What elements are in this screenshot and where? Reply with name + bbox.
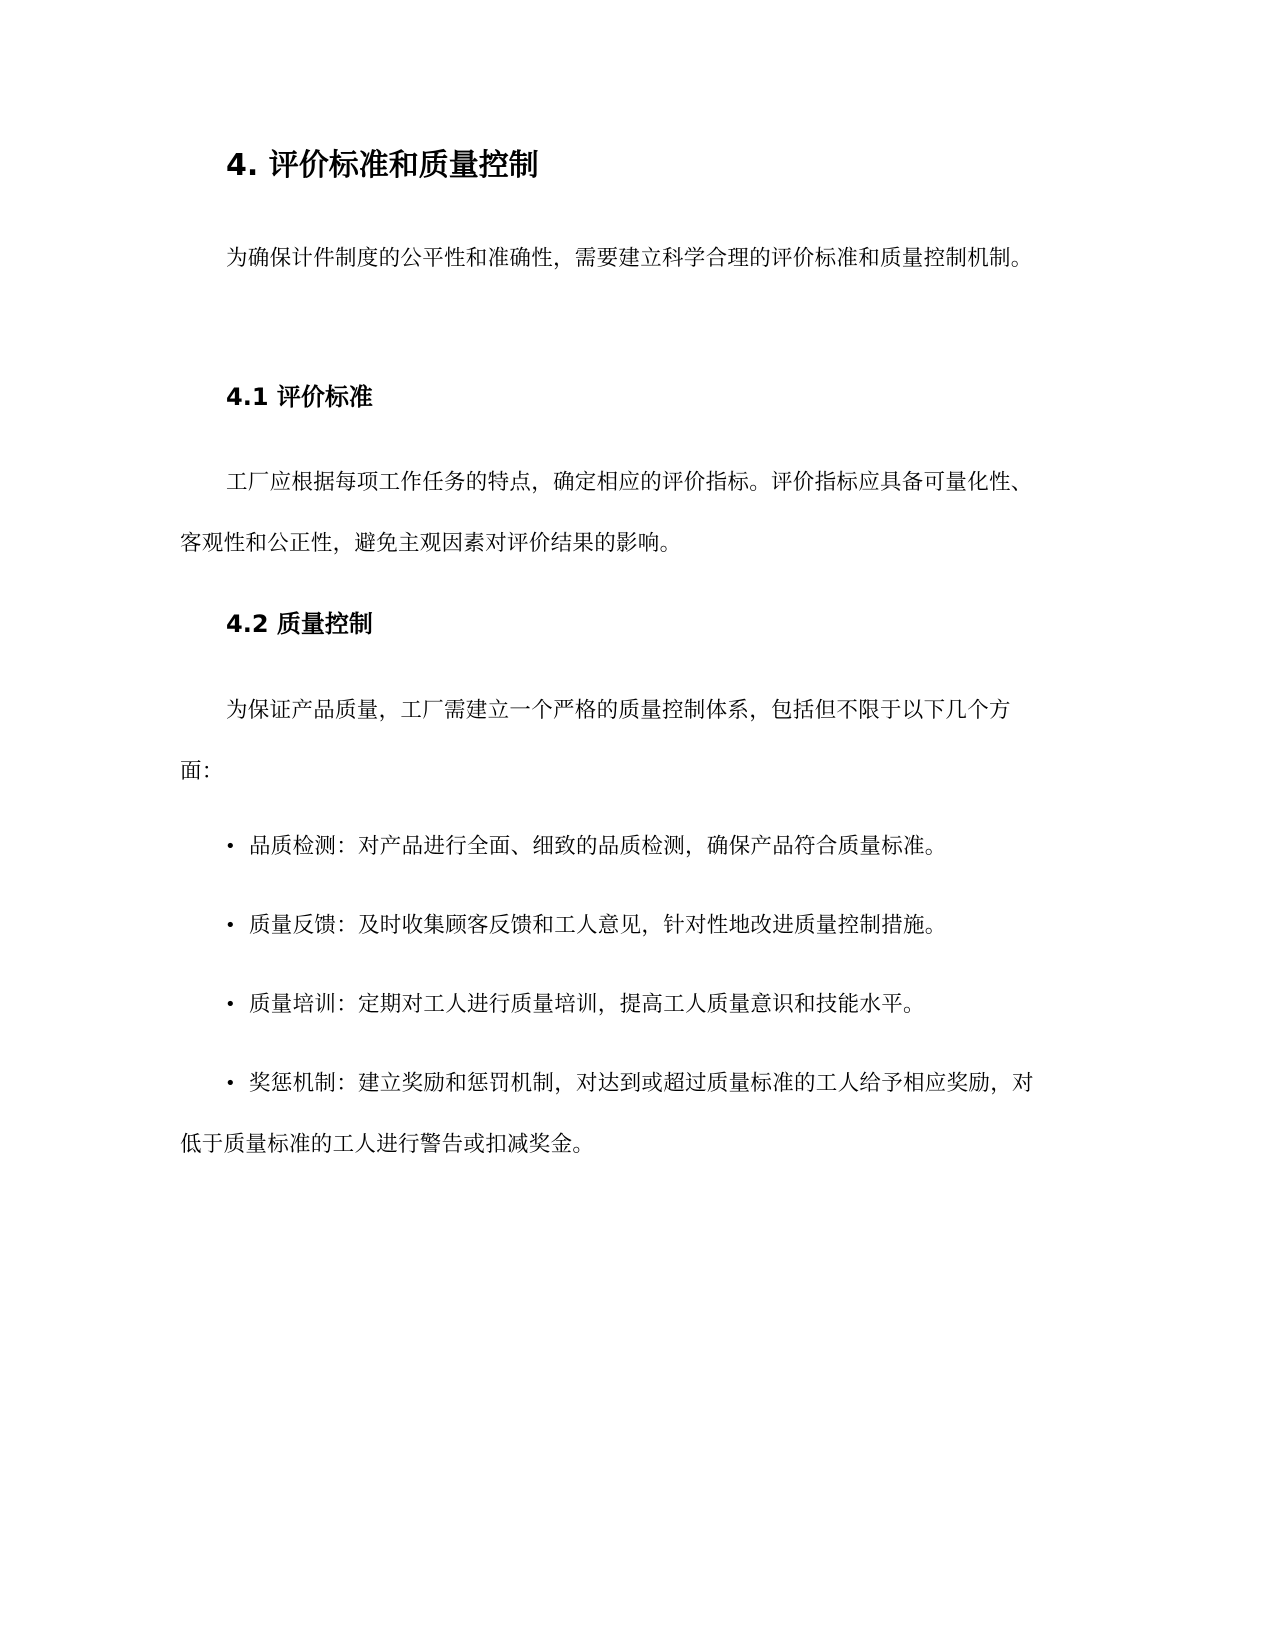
section-intro-paragraph: 为确保计件制度的公平性和准确性，需要建立科学合理的评价标准和质量控制机制。 <box>226 246 1033 271</box>
bullet-marker: • <box>225 836 236 857</box>
bullet-item-training <box>180 974 1040 1035</box>
bullet-marker: • <box>225 1073 236 1094</box>
bullet-text: 奖惩机制：建立奖励和惩罚机制，对达到或超过质量标准的工人给予相应奖励，对低于质量标准的工人进行警告或扣减奖金。 <box>180 1071 1034 1157</box>
bullet-marker: • <box>225 915 236 936</box>
subsection-heading-quality-control: 4.2 质量控制 <box>226 610 373 638</box>
subsection-heading-evaluation: 4.1 评价标准 <box>226 383 373 411</box>
evaluation-paragraph: 工厂应根据每项工作任务的特点，确定相应的评价指标。评价指标应具备可量化性、客观性和公正性，避免主观因素对评价结果的影响。 <box>180 470 1033 556</box>
bullet-item-inspection <box>180 816 1040 877</box>
quality-control-paragraph: 为保证产品质量，工厂需建立一个严格的质量控制体系，包括但不限于以下几个方面： <box>180 698 1011 784</box>
bullet-marker: • <box>225 994 236 1015</box>
bullet-text: 品质检测：对产品进行全面、细致的品质检测，确保产品符合质量标准。 <box>249 834 947 859</box>
bullet-text: 质量培训：定期对工人进行质量培训，提高工人质量意识和技能水平。 <box>249 992 925 1017</box>
bullet-item-feedback <box>180 895 1040 956</box>
bullet-text: 质量反馈：及时收集顾客反馈和工人意见，针对性地改进质量控制措施。 <box>249 913 947 938</box>
section-heading: 4. 评价标准和质量控制 <box>226 148 539 183</box>
bullet-item-incentives <box>180 1053 1040 1175</box>
